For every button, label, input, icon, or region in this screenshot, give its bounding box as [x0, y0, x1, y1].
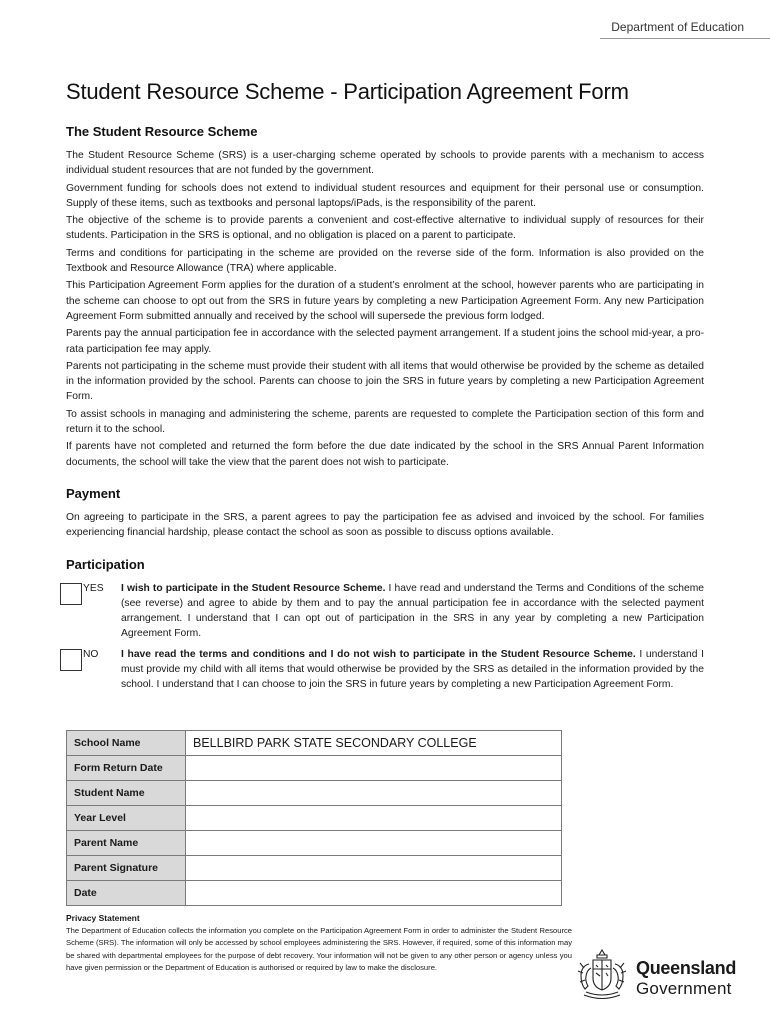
- logo-government: Government: [636, 979, 732, 998]
- table-row: [67, 831, 562, 856]
- year-level-label: Year Level: [67, 806, 186, 831]
- privacy-statement: [66, 913, 572, 975]
- details-table: [66, 730, 562, 906]
- form-return-date-field[interactable]: [186, 756, 562, 781]
- scheme-paragraph: Terms and conditions for participating in the scheme are provided on the reverse side of the form. Information is also provided on the Textbook and Resource Allowance (TRA) where applicable.: [66, 247, 704, 275]
- student-name-field[interactable]: [186, 781, 562, 806]
- student-name-label: Student Name: [67, 781, 186, 806]
- logo-queensland: Queensland: [636, 958, 737, 978]
- scheme-paragraph: The objective of the scheme is to provide parents a convenient and cost-effective alternative to individual supply of resources for their students. Participation in the SRS is optional, and no obligation is placed on a parent to participate.: [66, 215, 704, 242]
- yes-details: I have read and understand the Terms and Conditions of the scheme (see reverse) and agree to abide by them and to pay the annual participation fee in accordance with the selected payment arrangement. I understand that I can opt out of participation in the SRS in any year by completing a new Participation Agreement Form.: [121, 582, 704, 640]
- privacy-title: Privacy Statement: [66, 913, 140, 923]
- scheme-paragraph: Parents pay the annual participation fee in accordance with the selected payment arrangement. If a student joins the school mid-year, a pro-rata participation fee may apply.: [66, 328, 704, 355]
- table-row: [67, 881, 562, 906]
- page-title: Student Resource Scheme - Participation Agreement Form: [66, 79, 629, 104]
- table-row: [67, 756, 562, 781]
- table-row: [67, 731, 562, 756]
- date-field[interactable]: [186, 881, 562, 906]
- scheme-paragraph: This Participation Agreement Form applies for the duration of a student’s enrolment at the school, however parents who are participating in the scheme can choose to opt out from the SRS in future years by completing a new Participation Agreement Form. Any new Participation Agreement Form submitted annually and received by the school will supersede the previous form lodged.: [66, 280, 704, 322]
- form-return-date-label: Form Return Date: [67, 756, 186, 781]
- school-name-label: School Name: [67, 731, 186, 756]
- yes-label: YES: [83, 582, 104, 594]
- header-divider: [600, 38, 770, 39]
- payment-paragraph: On agreeing to participate in the SRS, a parent agrees to pay the participation fee as advised and invoiced by the school. For families experiencing financial hardship, please contact the school as soon as possible to discuss options available.: [66, 511, 704, 539]
- privacy-text: The Department of Education collects the information you complete on the Participation Agreement Form in order to administer the Student Resource Scheme (SRS). The information will only be accessed by school employees administering the SRS. However, if required, some of this information may be shared with departmental employees for the purpose of debt recovery. Your information will not be given to any other person or agency unless you have given permission or the Department of Education is authorised or required by law to make the disclosure.: [66, 926, 572, 973]
- table-row: [67, 806, 562, 831]
- school-name-field[interactable]: BELLBIRD PARK STATE SECONDARY COLLEGE: [186, 731, 562, 756]
- scheme-paragraph: Government funding for schools does not extend to individual student resources and equipment for their personal use or consumption. Supply of these items, such as textbooks and personal laptops/iPads, is the responsibility of the parent.: [66, 182, 704, 209]
- scheme-paragraph: Parents not participating in the scheme must provide their student with all items that would otherwise be provided by the scheme as detailed in the information provided by the school. Parents can choose to join the SRS in future years by completing a new Participation Agreement Form.: [66, 360, 704, 403]
- table-row: [67, 856, 562, 881]
- department-header: Department of Education: [611, 20, 744, 34]
- queensland-government-logo: [572, 946, 752, 1004]
- year-level-field[interactable]: [186, 806, 562, 831]
- payment-heading: Payment: [66, 485, 121, 501]
- parent-name-field[interactable]: [186, 831, 562, 856]
- participation-no-option: [66, 647, 704, 693]
- parent-signature-field[interactable]: [186, 856, 562, 881]
- yes-checkbox[interactable]: [60, 583, 82, 605]
- no-details: I understand I must provide my child with all items that would otherwise be provided by the SRS as detailed in the information provided by the school. I understand that I can choose to join the SRS in future years by completing a new Participation Agreement Form.: [121, 648, 704, 691]
- scheme-paragraph: The Student Resource Scheme (SRS) is a user-charging scheme operated by schools to provide parents with a mechanism to access individual student resources that are not funded by the government.: [66, 150, 704, 177]
- scheme-heading: The Student Resource Scheme: [66, 124, 258, 139]
- table-row: [67, 781, 562, 806]
- scheme-paragraph: If parents have not completed and returned the form before the due date indicated by the school in the SRS Annual Parent Information documents, the school will take the view that the parent does not wish to participate.: [66, 441, 704, 468]
- coat-of-arms-icon: [572, 946, 632, 1004]
- parent-signature-label: Parent Signature: [67, 856, 186, 881]
- parent-name-label: Parent Name: [67, 831, 186, 856]
- no-label: NO: [83, 648, 99, 660]
- participation-heading: Participation: [66, 556, 145, 572]
- form-content: [66, 124, 704, 698]
- yes-statement: I wish to participate in the Student Resource Scheme.: [121, 582, 386, 594]
- no-statement: I have read the terms and conditions and I do not wish to participate in the Student Resource Scheme.: [121, 648, 636, 660]
- no-checkbox[interactable]: [60, 649, 82, 671]
- participation-yes-option: [66, 581, 704, 642]
- date-label: Date: [67, 881, 186, 906]
- scheme-paragraph: To assist schools in managing and administering the scheme, parents are requested to complete the Participation section of this form and return it to the school.: [66, 408, 704, 436]
